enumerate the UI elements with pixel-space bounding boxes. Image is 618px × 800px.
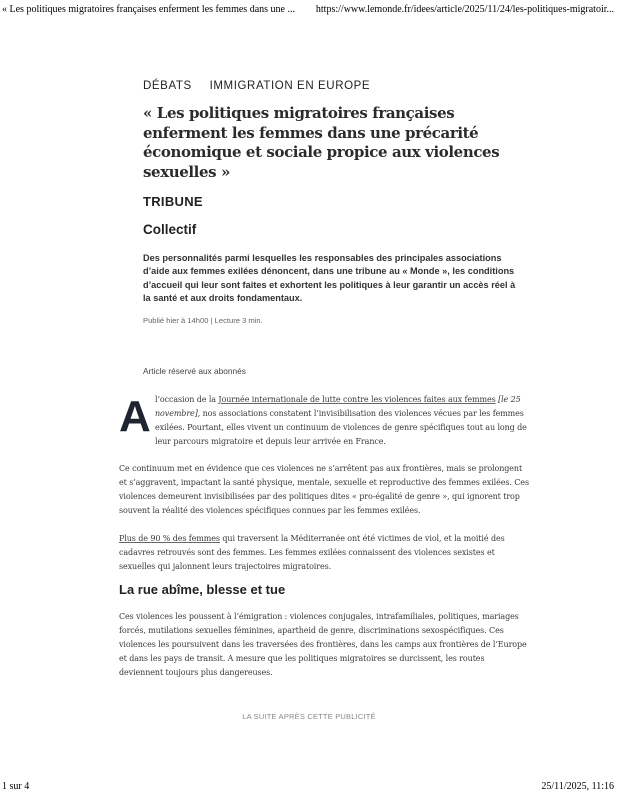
ad-notice: LA SUITE APRÈS CETTE PUBLICITÉ (242, 712, 376, 721)
article-meta: Publié hier à 14h00 | Lecture 3 min. (143, 316, 263, 325)
link-journee-internationale[interactable]: Journée internationale de lutte contre les violences faites aux femmes (218, 395, 496, 404)
article-label: TRIBUNE (143, 194, 203, 209)
article-chapo: Des personnalités parmi lesquelles les responsables des principales associations d’aide aux femmes exilées dénoncent, dans une tribune au « Monde », les conditions d’accueil qui leur sont faites et exhortent les politiques à leur garantir un accès réel à la santé et aux droits fondamentaux. (143, 253, 516, 304)
paragraph-4: Ces violences les poussent à l’émigration : violences conjugales, intrafamiliales, politiques, mariages forcés, mutilations sexuelles féminines, apartheid de genre, discriminations sexospécifiques. Ces violences les poursuivent dans les traversées des frontières, dans les camps aux frontières de l’Europe et dans les pays de transit. A mesure que les politiques migratoires se durcissent, les routes deviennent toujours plus dangereuses. (119, 612, 527, 678)
paragraph-text: l’occasion de la (155, 395, 219, 404)
subscriber-notice: Article réservé aux abonnés (143, 366, 246, 376)
print-header-url: https://www.lemonde.fr/idees/article/2025/11/24/les-politiques-migratoir... (315, 4, 614, 15)
paragraph-1 (119, 393, 529, 449)
print-header-title: « Les politiques migratoires françaises enferment les femmes dans une ... (2, 4, 295, 15)
paragraph-2: Ce continuum met en évidence que ces violences ne s’arrêtent pas aux frontières, mais se prolongent et s’aggravent, impactant la santé physique, mentale, sexuelle et reproductive des femmes exilées. Ces violences demeurent invisibilisées par des politiques dites « pro-égalité de genre », qui ignorent trop souvent la réalité des violences spécifiques connues par les femmes exilées. (119, 464, 529, 516)
article-author[interactable]: Collectif (143, 222, 197, 237)
paragraph-text: , nos associations constatent l’invisibilisation des violences vécues par les femmes exilées. Pourtant, elles vivent un continuum de violences de genre spécifiques tout au long de leur parcours migratoire et depuis leur arrivée en France. (155, 409, 527, 447)
dropcap: A (119, 392, 151, 441)
print-footer (2, 781, 614, 792)
print-datetime: 25/11/2025, 11:16 (541, 781, 614, 792)
link-plus-de-90-pourcent[interactable]: Plus de 90 % des femmes (119, 534, 220, 543)
editor-note: [le 25 novembre] (155, 395, 521, 419)
page-number: 1 sur 4 (2, 781, 30, 792)
article-kicker (143, 80, 513, 92)
kicker-topic[interactable]: IMMIGRATION EN EUROPE (209, 80, 371, 92)
print-header (2, 4, 614, 15)
paragraph-3 (119, 532, 529, 574)
subheading: La rue abîme, blesse et tue (119, 582, 286, 597)
kicker-section[interactable]: DÉBATS (143, 80, 192, 92)
article-title: « Les politiques migratoires françaises enferment les femmes dans une précarité économique et sociale propice aux violences sexuelles » (143, 104, 500, 181)
paragraph-text: qui traversent la Méditerranée ont été victimes de viol, et la moitié des cadavres retrouvés sont des femmes. Les femmes exilées connaissent des violences sexistes et sexuelles qui jalonnent leurs trajectoires migratoires. (119, 534, 505, 572)
